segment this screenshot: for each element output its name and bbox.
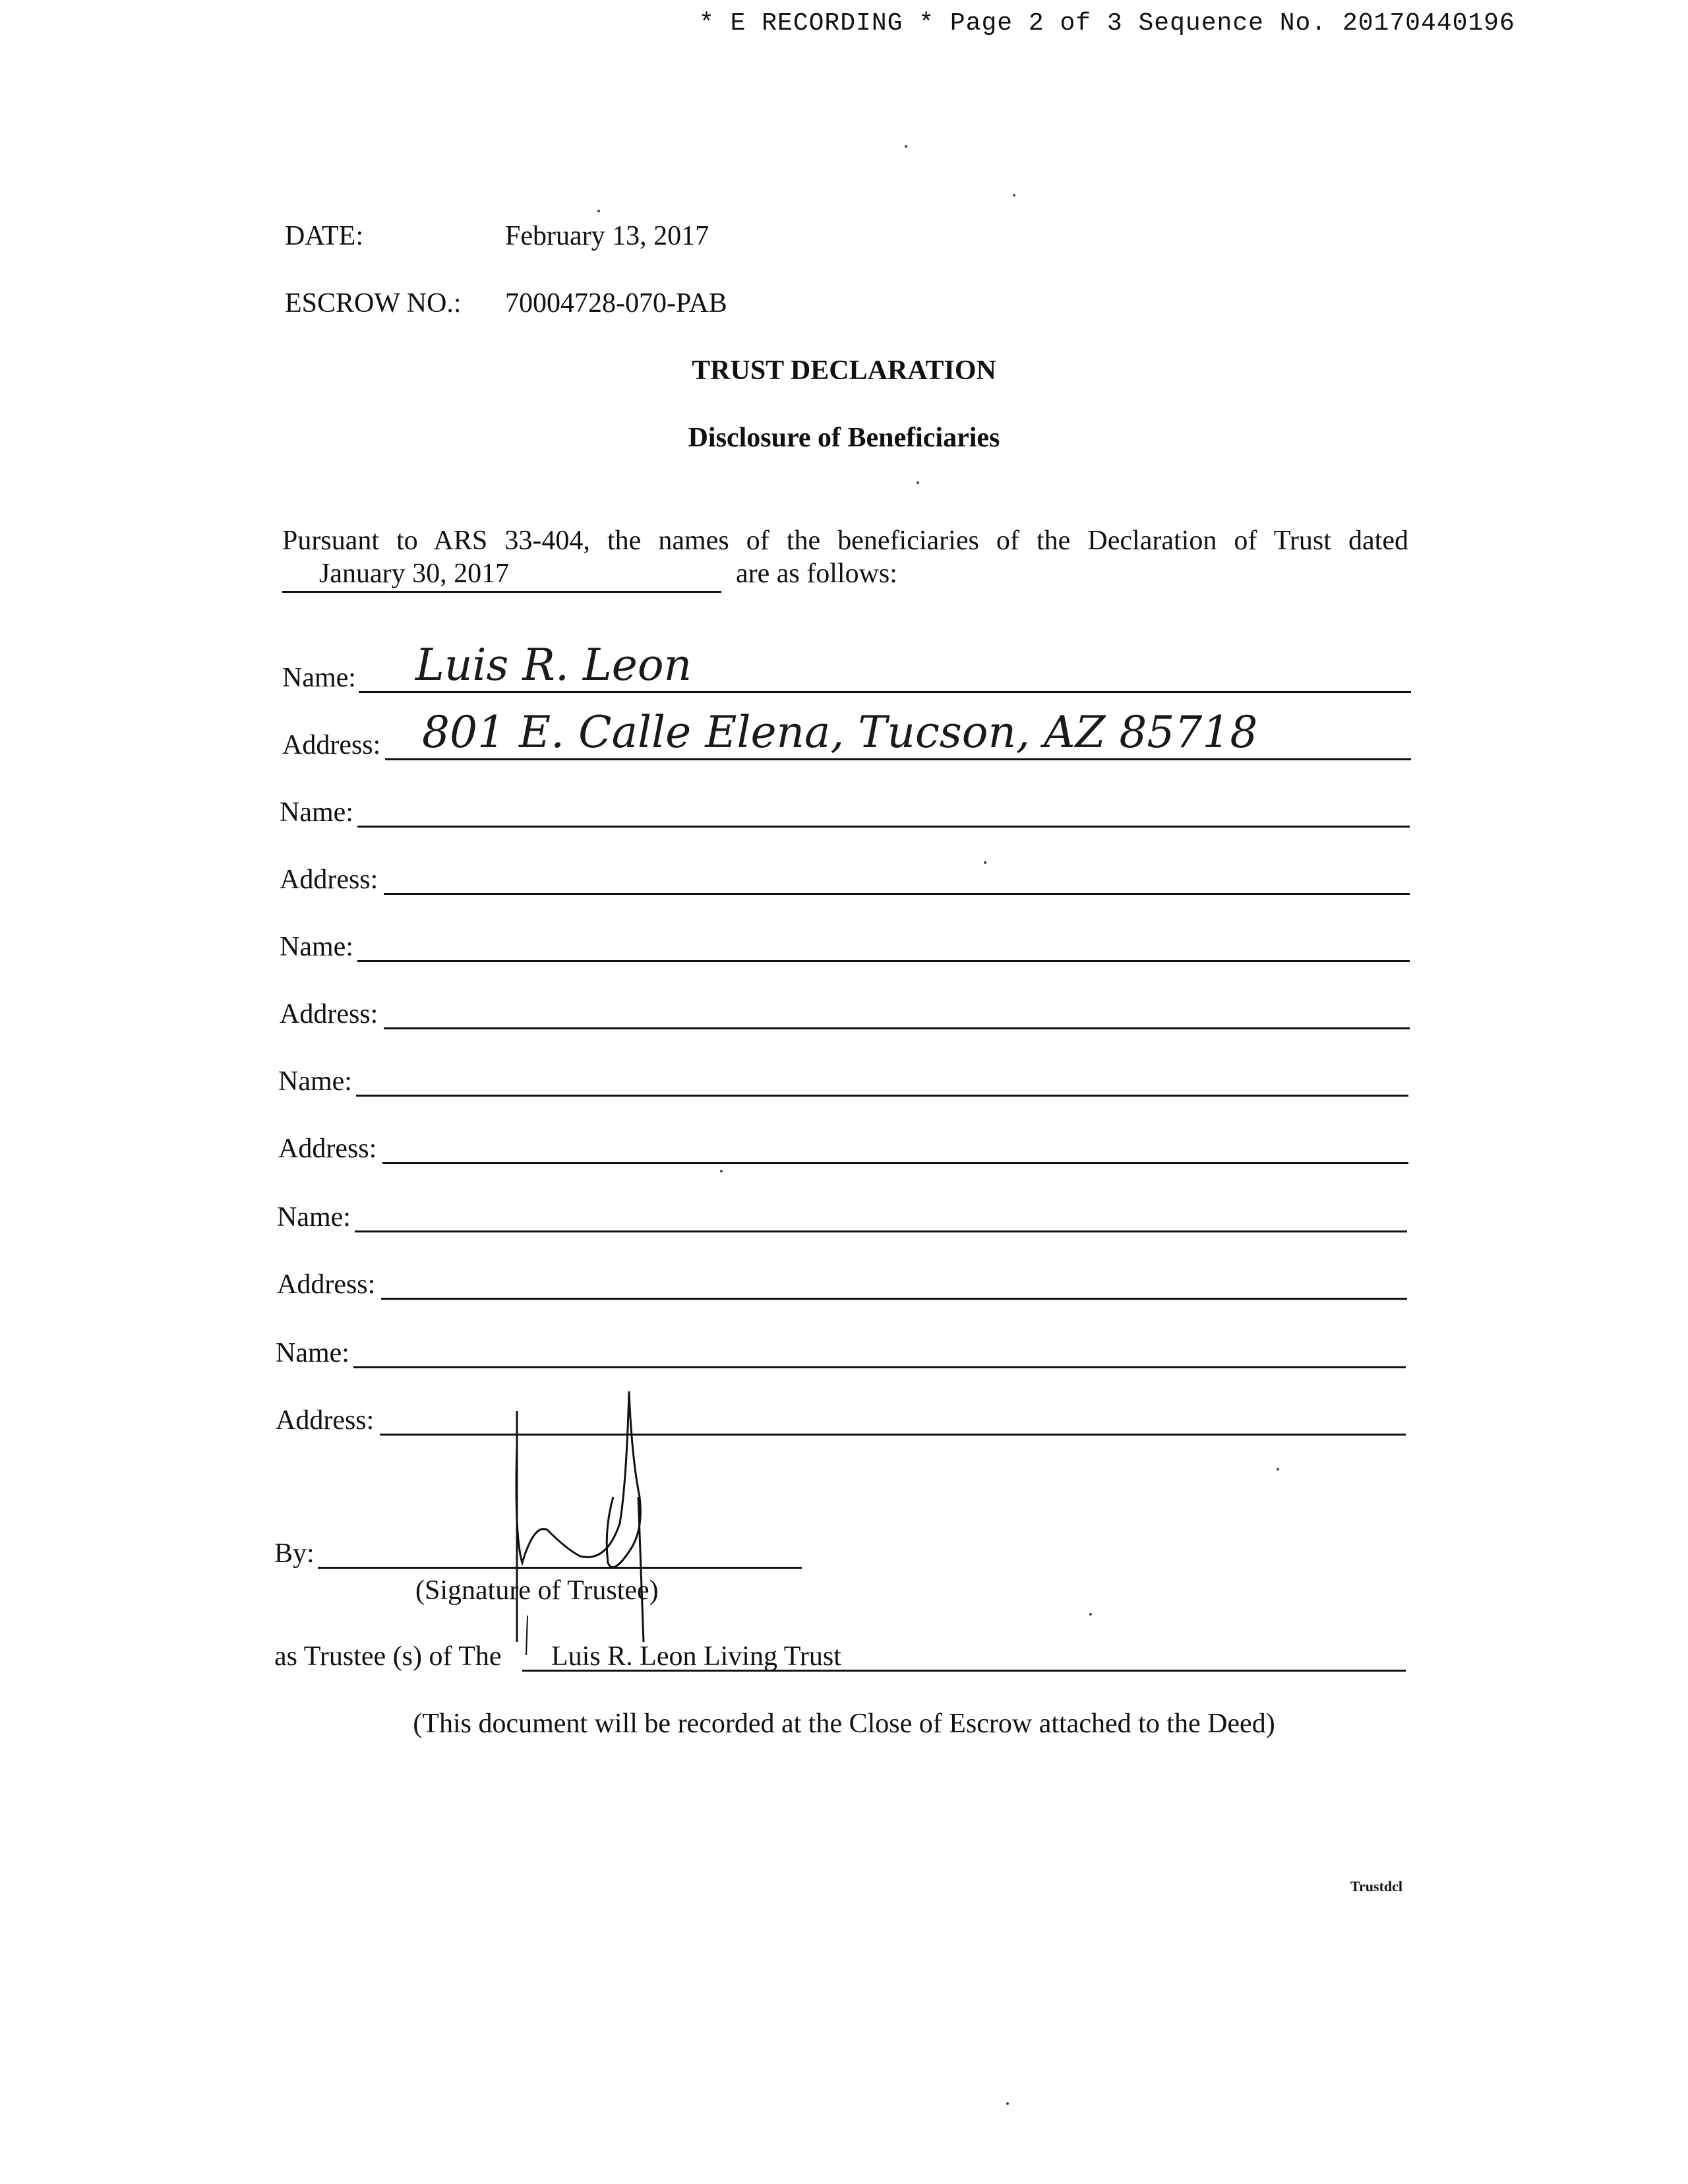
trust-name: Luis R. Leon Living Trust xyxy=(551,1641,841,1672)
trustee-prefix: as Trustee (s) of The xyxy=(274,1641,502,1672)
name-line xyxy=(357,960,1410,962)
address-label: Address: xyxy=(280,999,378,1029)
name-line xyxy=(355,1230,1407,1232)
address-line xyxy=(382,1162,1408,1164)
name-line xyxy=(359,691,1411,693)
document-subtitle: Disclosure of Beneficiaries xyxy=(688,423,1000,453)
form-code: Trustdcl xyxy=(1350,1878,1403,1895)
address-line xyxy=(385,758,1411,760)
address-label: Address: xyxy=(278,1134,377,1164)
name-label: Name: xyxy=(280,797,353,828)
beneficiary-1-name: Luis R. Leon xyxy=(415,640,692,690)
scan-speck xyxy=(597,210,600,212)
intro-tail: are as follows: xyxy=(736,559,897,589)
scan-speck xyxy=(984,861,986,864)
name-label: Name: xyxy=(277,1202,351,1232)
scan-speck xyxy=(1006,2102,1009,2105)
scan-speck xyxy=(917,481,919,484)
scan-speck xyxy=(720,1170,723,1172)
address-line xyxy=(384,893,1410,895)
name-label: Name: xyxy=(280,932,353,962)
signature-line xyxy=(318,1567,802,1569)
address-label: Address: xyxy=(282,730,381,760)
scan-speck xyxy=(1013,194,1015,197)
trust-date-line xyxy=(282,591,721,593)
name-line xyxy=(356,1095,1408,1097)
date-label: DATE: xyxy=(285,221,363,251)
scan-speck xyxy=(905,145,907,148)
footer-note: (This document will be recorded at the Close of Escrow attached to the Deed) xyxy=(413,1709,1275,1739)
scan-speck xyxy=(1277,1468,1279,1471)
trust-date: January 30, 2017 xyxy=(319,559,510,589)
address-label: Address: xyxy=(277,1269,376,1300)
signature-caption: (Signature of Trustee) xyxy=(415,1575,659,1606)
address-label: Address: xyxy=(280,864,378,895)
trustee-signature xyxy=(488,1365,686,1668)
address-line xyxy=(381,1298,1407,1300)
beneficiary-1-address: 801 E. Calle Elena, Tucson, AZ 85718 xyxy=(422,707,1258,758)
document-title: TRUST DECLARATION xyxy=(692,355,996,386)
name-line xyxy=(357,826,1410,828)
address-label: Address: xyxy=(276,1405,375,1436)
name-label: Name: xyxy=(276,1338,349,1368)
by-label: By: xyxy=(274,1538,315,1569)
date-value: February 13, 2017 xyxy=(505,221,709,251)
address-line xyxy=(384,1027,1410,1029)
scan-speck xyxy=(1089,1613,1092,1616)
name-label: Name: xyxy=(282,663,356,693)
intro-line: Pursuant to ARS 33-404, the names of the beneficiaries of the Declaration of Trust dated xyxy=(282,526,1408,556)
escrow-value: 70004728-070-PAB xyxy=(505,288,727,318)
recording-header: * E RECORDING * Page 2 of 3 Sequence No. 20170440196 xyxy=(699,9,1515,38)
escrow-label: ESCROW NO.: xyxy=(285,288,462,318)
name-label: Name: xyxy=(278,1066,352,1097)
